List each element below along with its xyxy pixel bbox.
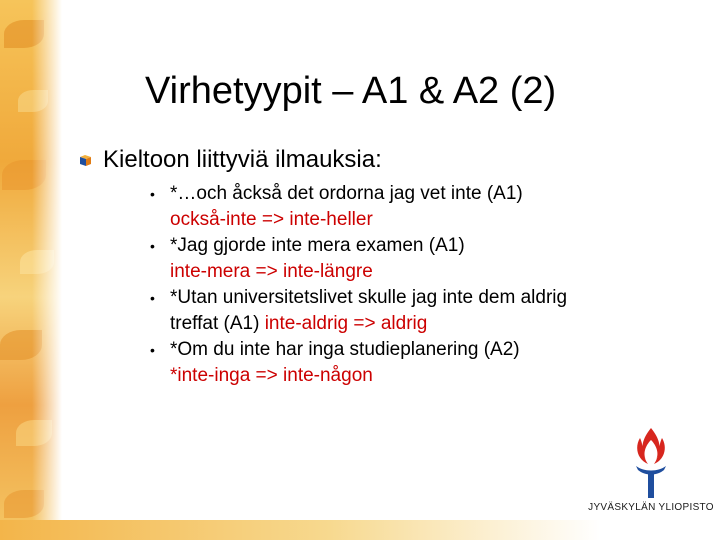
item-line: *Om du inte har inga studieplanering (A2) bbox=[170, 339, 520, 360]
bullet-dot-icon: • bbox=[150, 290, 155, 306]
correction-text: inte-mera => inte-längre bbox=[170, 261, 373, 282]
bottom-decoration-band bbox=[0, 520, 600, 540]
bullet-list bbox=[150, 181, 670, 389]
torch-flame-icon bbox=[626, 426, 676, 500]
autumn-leaves-decoration bbox=[0, 0, 62, 540]
cube-bullet-icon bbox=[80, 155, 91, 166]
slide-title: Virhetyypit – A1 & A2 (2) bbox=[145, 70, 557, 112]
bullet-dot-icon: • bbox=[150, 238, 155, 254]
logo-wordmark: JYVÄSKYLÄN YLIOPISTO bbox=[588, 502, 714, 513]
correction-text: också-inte => inte-heller bbox=[170, 209, 373, 230]
university-logo bbox=[582, 426, 720, 522]
level1-text: Kieltoon liittyviä ilmauksia: bbox=[103, 146, 382, 173]
correction-text: *inte-inga => inte-någon bbox=[170, 365, 373, 386]
list-item bbox=[150, 337, 670, 389]
bullet-dot-icon: • bbox=[150, 186, 155, 202]
item-line-prefix: treffat (A1) bbox=[170, 313, 265, 334]
item-line: *…och åckså det ordorna jag vet inte (A1) bbox=[170, 183, 523, 204]
item-line: *Utan universitetslivet skulle jag inte dem aldrig bbox=[170, 287, 568, 308]
level1-bullet bbox=[80, 146, 382, 174]
list-item bbox=[150, 181, 670, 233]
list-item bbox=[150, 285, 670, 337]
list-item bbox=[150, 233, 670, 285]
item-line: *Jag gjorde inte mera examen (A1) bbox=[170, 235, 465, 256]
correction-text: inte-aldrig => aldrig bbox=[264, 313, 428, 334]
bullet-dot-icon: • bbox=[150, 342, 155, 358]
